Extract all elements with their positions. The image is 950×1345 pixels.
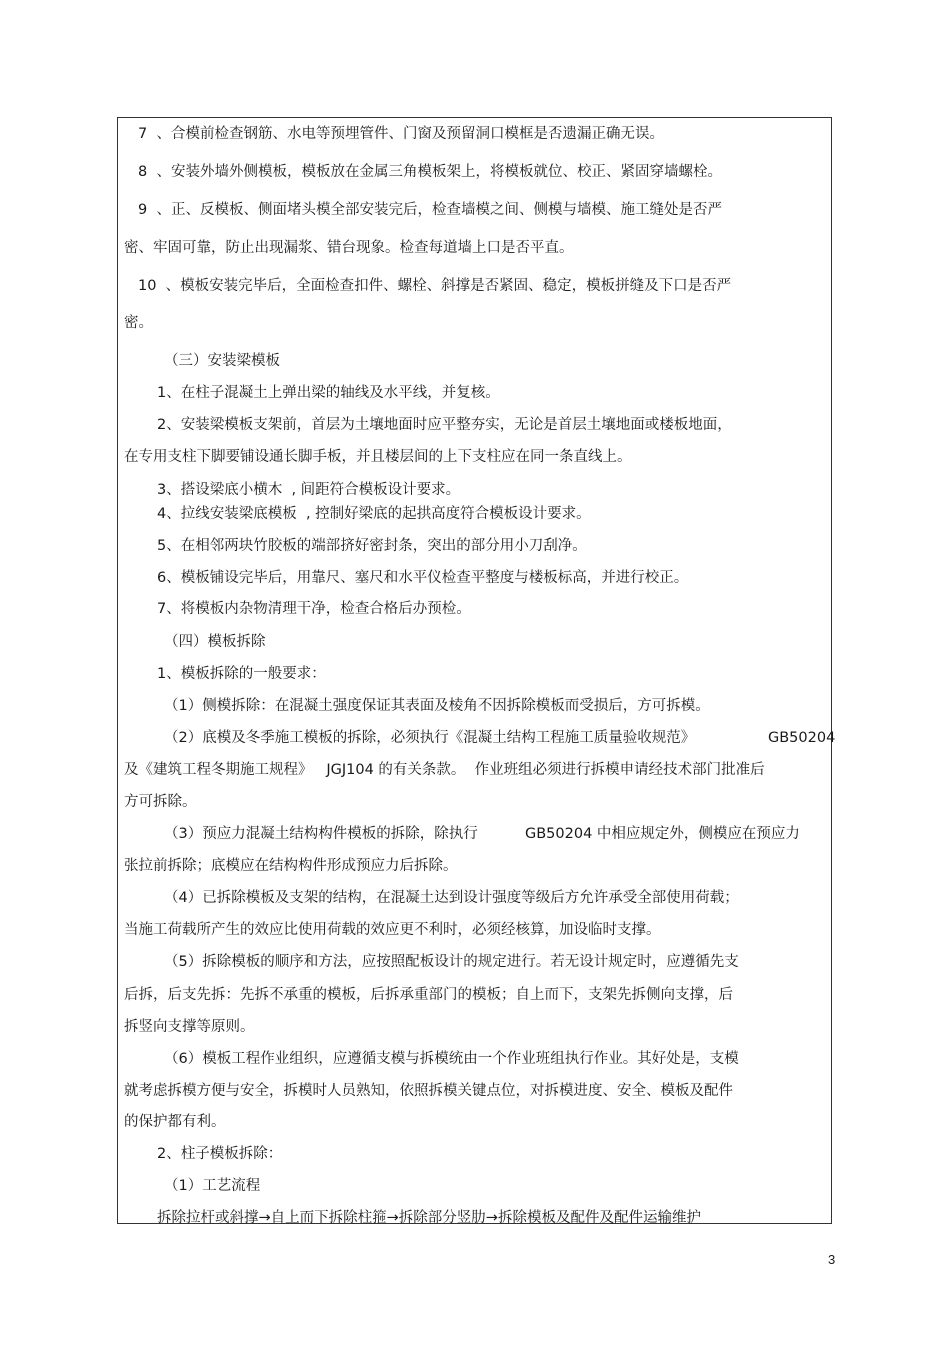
text-line: 的保护都有利。: [124, 1114, 226, 1130]
text-line: 2、柱子模板拆除：: [157, 1146, 283, 1162]
text-line: 7 、合模前检查钢筋、水电等预埋管件、门窗及预留洞口模框是否遗漏正确无误。: [138, 126, 664, 142]
text-line: （3）预应力混凝土结构构件模板的拆除，除执行: [164, 826, 478, 842]
text-line: 就考虑拆模方便与安全，拆模时人员熟知，依照拆模关键点位，对拆模进度、安全、模板及配件: [124, 1083, 733, 1099]
text-line: 7、将模板内杂物清理干净，检查合格后办预检。: [157, 601, 471, 617]
text-line: 10 、模板安装完毕后，全面检查扣件、螺栓、斜撑是否紧固、稳定，模板拼缝及下口是否严: [138, 278, 732, 294]
text-line: 及《建筑工程冬期施工规程》 JGJ104 的有关条款。 作业班组必须进行拆模申请经技术部门批准后: [124, 762, 765, 778]
text-line: GB50204 中相应规定外，侧模应在预应力: [525, 826, 800, 842]
text-line: 2、安装梁模板支架前，首层为土壤地面时应平整夯实，无论是首层土壤地面或楼板地面，: [157, 417, 732, 433]
text-line: （6）模板工程作业组织，应遵循支模与拆模统由一个作业班组执行作业。其好处是，支模: [164, 1051, 739, 1067]
text-line: 3、搭设梁底小横木 , 间距符合模板设计要求。: [157, 482, 461, 498]
text-line: 8 、安装外墙外侧模板，模板放在金属三角模板架上，将模板就位、校正、紧固穿墙螺栓。: [138, 164, 722, 180]
text-line: 后拆，后支先拆：先拆不承重的模板，后拆承重部门的模板；自上而下，支架先拆侧向支撑，后: [124, 987, 733, 1003]
text-line: 1、模板拆除的一般要求：: [157, 666, 326, 682]
text-line: 5、在相邻两块竹胶板的端部挤好密封条，突出的部分用小刀刮净。: [157, 538, 587, 554]
text-line: 9 、正、反模板、侧面堵头模全部安装完后，检查墙模之间、侧模与墙模、施工缝处是否严: [138, 202, 722, 218]
text-line: 当施工荷载所产生的效应比使用荷载的效应更不利时，必须经核算，加设临时支撑。: [124, 922, 661, 938]
text-line: GB50204: [768, 730, 836, 746]
text-line: （2）底模及冬季施工模板的拆除，必须执行《混凝土结构工程施工质量验收规范》: [164, 730, 696, 746]
text-line: 1、在柱子混凝土上弹出梁的轴线及水平线，并复核。: [157, 385, 500, 401]
text-line: （4）已拆除模板及支架的结构，在混凝土达到设计强度等级后方允许承受全部使用荷载；: [164, 890, 739, 906]
text-line: 张拉前拆除；底模应在结构构件形成预应力后拆除。: [124, 858, 458, 874]
text-line: （1）侧模拆除：在混凝土强度保证其表面及棱角不因拆除模板而受损后，方可拆模。: [164, 698, 710, 714]
text-line: （三）安装梁模板: [164, 353, 280, 369]
text-line: （5）拆除模板的顺序和方法，应按照配板设计的规定进行。若无设计规定时，应遵循先支: [164, 954, 739, 970]
text-line: 4、拉线安装梁底模板 , 控制好梁底的起拱高度符合模板设计要求。: [157, 506, 591, 522]
text-line: 方可拆除。: [124, 794, 197, 810]
text-line: 拆除拉杆或斜撑→自上而下拆除柱箍→拆除部分竖肋→拆除模板及配件及配件运输维护: [157, 1210, 701, 1226]
text-line: 在专用支柱下脚要铺设通长脚手板，并且楼层间的上下支柱应在同一条直线上。: [124, 449, 632, 465]
text-line: （四）模板拆除: [164, 634, 266, 650]
text-line: 密、牢固可靠，防止出现漏浆、错台现象。检查每道墙上口是否平直。: [124, 240, 574, 256]
text-line: 6、模板铺设完毕后，用靠尺、塞尺和水平仪检查平整度与楼板标高，并进行校正。: [157, 570, 689, 586]
page-number: 3: [828, 1252, 836, 1267]
text-line: 密。: [124, 315, 153, 331]
text-line: （1）工艺流程: [164, 1178, 261, 1194]
text-line: 拆竖向支撑等原则。: [124, 1019, 255, 1035]
